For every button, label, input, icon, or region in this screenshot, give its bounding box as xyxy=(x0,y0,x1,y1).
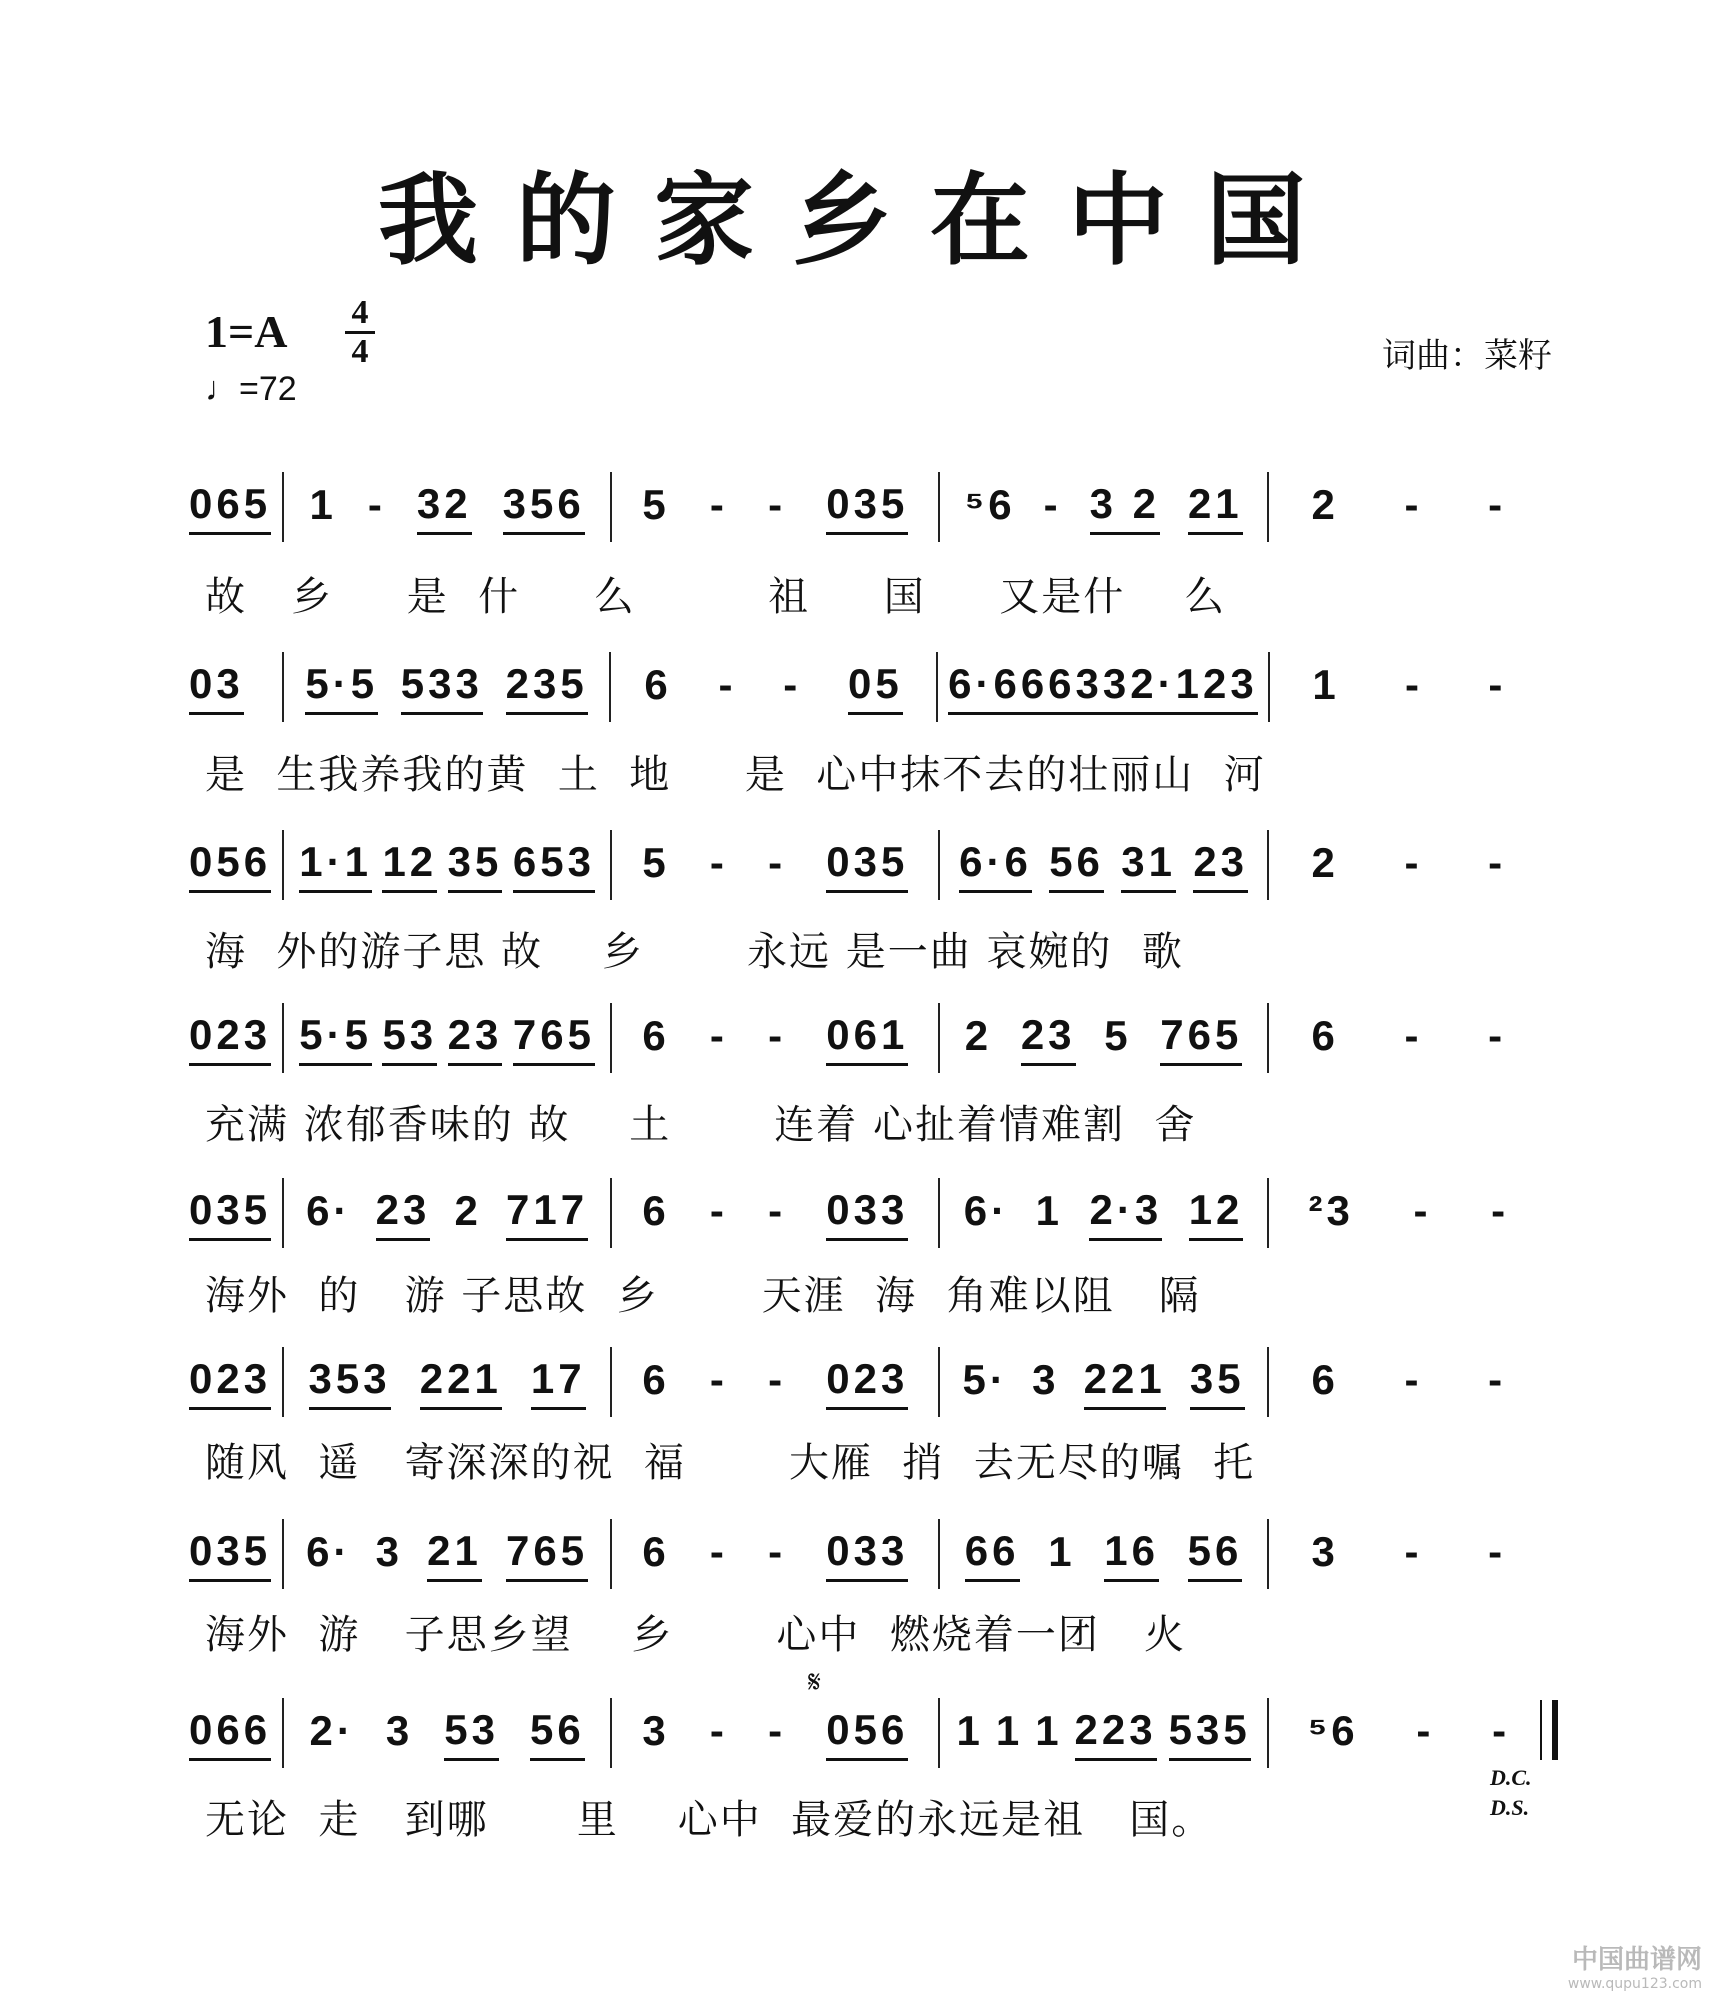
time-signature xyxy=(345,296,375,369)
note-group: 2 xyxy=(964,1012,993,1059)
measure xyxy=(612,1003,940,1073)
segno-sign: 𝄋 xyxy=(808,1665,821,1700)
note-group: 6 xyxy=(1311,1356,1339,1403)
note-group: 033 xyxy=(826,1186,908,1241)
pickup-measure xyxy=(189,652,284,722)
note-group: 6 xyxy=(642,1012,670,1059)
measure xyxy=(1269,830,1549,900)
note-group: 6· xyxy=(306,1187,352,1234)
note-group: 6·6 xyxy=(959,838,1032,893)
measure xyxy=(612,1178,940,1248)
song-title: 我的家乡在中国 xyxy=(378,161,1344,279)
note-group: 2·3 xyxy=(1089,1186,1162,1241)
measure xyxy=(940,472,1268,542)
measure xyxy=(938,652,1270,722)
measure xyxy=(612,1698,940,1768)
note-group: 033 xyxy=(826,1527,908,1582)
pickup-measure xyxy=(189,1003,284,1073)
measure xyxy=(612,1519,940,1589)
note-group: 717 xyxy=(506,1186,588,1241)
note-group: 23 xyxy=(448,1011,503,1066)
note-group: 6633 xyxy=(1021,660,1130,715)
lyrics-line: 海 外的游子思 故 乡 永远 是一曲 哀婉的 歌 xyxy=(205,929,1184,975)
note-group: 653 xyxy=(513,838,595,893)
note-group: 3 xyxy=(375,1528,403,1575)
lyrics-line: 无论 走 到哪 里 心中 最爱的永远是祖 国。 xyxy=(205,1797,1214,1843)
measure xyxy=(940,1698,1268,1768)
note-group: ⁵6 xyxy=(964,481,1016,528)
watermark-logo xyxy=(1568,1939,1702,1992)
extension-dash: - xyxy=(709,1187,728,1234)
pickup-measure xyxy=(189,472,284,542)
extension-dash: - xyxy=(1488,1012,1507,1059)
note-group: 2·1 xyxy=(1130,660,1203,715)
note-group: 035 xyxy=(826,480,908,535)
note-group: 023 xyxy=(189,1355,271,1410)
note-group: 1·1 xyxy=(299,838,372,893)
extension-dash: - xyxy=(1488,481,1507,528)
note-group: 2 xyxy=(1311,481,1339,528)
note-group: 23 xyxy=(1193,838,1248,893)
extension-dash: - xyxy=(709,1012,728,1059)
note-group: 12 xyxy=(1189,1186,1244,1241)
note-group: ²3 xyxy=(1308,1187,1354,1234)
note-group: 065 xyxy=(189,480,271,535)
measure xyxy=(940,1347,1268,1417)
note-group: 21 xyxy=(427,1527,482,1582)
extension-dash: - xyxy=(1413,1187,1432,1234)
da-capo-mark: D.C. xyxy=(1490,1765,1532,1790)
measure xyxy=(940,1178,1268,1248)
note-group: 5 xyxy=(642,839,670,886)
note-group: 6 xyxy=(644,661,672,708)
note-group: 5·5 xyxy=(299,1011,372,1066)
note-group: 1 xyxy=(1048,1528,1076,1575)
notation-line xyxy=(189,1178,1549,1248)
note-group: 35 xyxy=(448,838,503,893)
extension-dash: - xyxy=(1491,1187,1510,1234)
notation-line xyxy=(189,1347,1549,1417)
extension-dash: - xyxy=(1405,661,1424,708)
extension-dash: - xyxy=(768,839,787,886)
measure xyxy=(1269,1698,1549,1768)
note-group: 23 xyxy=(1203,660,1258,715)
pickup-measure xyxy=(189,1347,284,1417)
measure xyxy=(611,652,938,722)
measure xyxy=(1269,1003,1549,1073)
extension-dash: - xyxy=(1404,1012,1423,1059)
pickup-measure xyxy=(189,1519,284,1589)
note-group: 1 xyxy=(995,1707,1024,1754)
note-group: 53 xyxy=(382,1011,437,1066)
note-group: 6 xyxy=(642,1187,670,1234)
note-group: 05 xyxy=(848,660,903,715)
note-group: 32 xyxy=(417,480,472,535)
measure xyxy=(1269,1347,1549,1417)
note-group: 35 xyxy=(1190,1355,1245,1410)
note-group: 56 xyxy=(530,1706,585,1761)
note-group: 6 xyxy=(642,1528,670,1575)
author-credit: 词曲：菜籽 xyxy=(1382,336,1552,376)
note-group: 2 xyxy=(454,1187,482,1234)
note-group: 5· xyxy=(962,1356,1008,1403)
measure xyxy=(612,472,940,542)
lyrics-line: 充满 浓郁香味的 故 土 连着 心扯着情难割 舍 xyxy=(205,1102,1197,1148)
extension-dash: - xyxy=(1492,1707,1511,1754)
extension-dash: - xyxy=(768,1528,787,1575)
pickup-measure xyxy=(189,1698,284,1768)
note-group: 21 xyxy=(1188,480,1243,535)
note-group: 03 xyxy=(189,660,244,715)
note-group: 5 xyxy=(1104,1012,1132,1059)
note-group: 6· xyxy=(306,1528,352,1575)
note-group: 56 xyxy=(1188,1527,1243,1582)
note-group: 5·5 xyxy=(305,660,378,715)
extension-dash: - xyxy=(709,1528,728,1575)
extension-dash: - xyxy=(783,661,802,708)
extension-dash: - xyxy=(768,481,787,528)
note-group: 533 xyxy=(401,660,483,715)
note-group: 31 xyxy=(1121,838,1176,893)
measure xyxy=(284,830,612,900)
extension-dash: - xyxy=(709,481,728,528)
time-signature-bottom: 4 xyxy=(351,333,369,370)
dal-segno-mark: D.S. xyxy=(1490,1795,1530,1820)
measure xyxy=(1269,1519,1549,1589)
lyrics-line: 故 乡 是 什 么 祖 国 又是什 么 xyxy=(205,574,1227,620)
extension-dash: - xyxy=(718,661,737,708)
key-signature: 1=A xyxy=(205,306,288,357)
measure xyxy=(284,1347,612,1417)
notation-line xyxy=(189,830,1549,900)
note-group: 53 xyxy=(444,1706,499,1761)
watermark-url: www.qupu123.com xyxy=(1567,1976,1702,1992)
note-group: 535 xyxy=(1169,1706,1251,1761)
measure xyxy=(1269,1178,1549,1248)
lyrics-line: 海外 的 游 子思故 乡 天涯 海 角难以阻 隔 xyxy=(205,1273,1201,1319)
note-group: 6 xyxy=(642,1356,670,1403)
note-group: 353 xyxy=(309,1355,391,1410)
extension-dash: - xyxy=(1404,481,1423,528)
extension-dash: - xyxy=(709,839,728,886)
note-group: ⁵6 xyxy=(1307,1707,1359,1754)
note-group: 6·6 xyxy=(948,660,1021,715)
pickup-measure xyxy=(189,1178,284,1248)
tempo-marking: ♩=72 xyxy=(205,370,297,408)
notation-line xyxy=(189,1698,1549,1768)
lyrics-line: 随风 遥 寄深深的祝 福 大雁 捎 去无尽的嘱 托 xyxy=(205,1440,1256,1486)
extension-dash: - xyxy=(709,1356,728,1403)
extension-dash: - xyxy=(367,481,386,528)
extension-dash: - xyxy=(768,1707,787,1754)
note-group: 356 xyxy=(503,480,585,535)
note-group: 023 xyxy=(189,1011,271,1066)
note-group: 056 xyxy=(826,1706,908,1761)
extension-dash: - xyxy=(1416,1707,1435,1754)
extension-dash: - xyxy=(1404,1356,1423,1403)
note-group: 221 xyxy=(420,1355,502,1410)
measure xyxy=(1270,652,1549,722)
extension-dash: - xyxy=(1488,661,1507,708)
note-group: 1 xyxy=(1312,661,1340,708)
notation-line xyxy=(189,652,1549,722)
note-group: 6· xyxy=(963,1187,1010,1234)
final-barline xyxy=(1540,1700,1558,1760)
measure xyxy=(1269,472,1549,542)
extension-dash: - xyxy=(709,1707,728,1754)
note-group: 765 xyxy=(1160,1011,1242,1066)
note-group: 3 xyxy=(642,1707,670,1754)
note-group: 3 xyxy=(385,1707,414,1754)
note-group: 2 xyxy=(1311,839,1339,886)
notation-line xyxy=(189,472,1549,542)
note-group: 6 xyxy=(1311,1012,1339,1059)
note-group: 221 xyxy=(1084,1355,1166,1410)
extension-dash: - xyxy=(1043,481,1062,528)
measure xyxy=(284,1178,612,1248)
note-group: 66 xyxy=(965,1527,1020,1582)
measure xyxy=(284,472,612,542)
note-group: 765 xyxy=(513,1011,595,1066)
note-group: 16 xyxy=(1104,1527,1159,1582)
measure xyxy=(940,1003,1268,1073)
extension-dash: - xyxy=(1488,1528,1507,1575)
measure xyxy=(284,1698,612,1768)
watermark-name: 中国曲谱网 xyxy=(1571,1945,1702,1975)
note-group: 5 xyxy=(642,481,670,528)
note-group: 056 xyxy=(189,838,271,893)
lyrics-line: 是 生我养我的黄 土 地 是 心中抹不去的壮丽山 河 xyxy=(205,752,1266,798)
extension-dash: - xyxy=(768,1356,787,1403)
pickup-measure xyxy=(189,830,284,900)
note-group: 3 2 xyxy=(1090,480,1160,535)
note-group: 061 xyxy=(826,1011,908,1066)
note-group: 035 xyxy=(189,1527,271,1582)
note-group: 23 xyxy=(1021,1011,1076,1066)
note-group: 035 xyxy=(189,1186,271,1241)
note-group: 1 xyxy=(1035,1187,1063,1234)
extension-dash: - xyxy=(768,1012,787,1059)
extension-dash: - xyxy=(1404,1528,1423,1575)
note-group: 035 xyxy=(826,838,908,893)
measure xyxy=(940,1519,1268,1589)
note-group: 2· xyxy=(309,1707,355,1754)
note-group: 3 xyxy=(1311,1528,1339,1575)
extension-dash: - xyxy=(1488,1356,1507,1403)
note-group: 066 xyxy=(189,1706,271,1761)
extension-dash: - xyxy=(1488,839,1507,886)
note-group: 12 xyxy=(382,838,437,893)
note-group: 3 xyxy=(1032,1356,1060,1403)
time-signature-top: 4 xyxy=(351,294,369,331)
measure xyxy=(284,652,611,722)
note-group: 1 xyxy=(1035,1707,1063,1754)
note-group: 1 xyxy=(956,1707,984,1754)
measure xyxy=(284,1003,612,1073)
note-group: 235 xyxy=(506,660,588,715)
notation-line xyxy=(189,1519,1549,1589)
note-group: 023 xyxy=(826,1355,908,1410)
note-group: 1 xyxy=(309,481,337,528)
lyrics-line: 海外 游 子思乡望 乡 心中 燃烧着一团 火 xyxy=(205,1612,1187,1658)
note-group: 17 xyxy=(531,1355,586,1410)
extension-dash: - xyxy=(1404,839,1423,886)
notation-line xyxy=(189,1003,1549,1073)
note-group: 765 xyxy=(506,1527,588,1582)
measure xyxy=(612,830,940,900)
measure xyxy=(284,1519,612,1589)
extension-dash: - xyxy=(768,1187,787,1234)
measure xyxy=(612,1347,940,1417)
measure xyxy=(940,830,1268,900)
note-group: 56 xyxy=(1049,838,1104,893)
note-group: 223 xyxy=(1075,1706,1157,1761)
note-group: 23 xyxy=(376,1186,431,1241)
